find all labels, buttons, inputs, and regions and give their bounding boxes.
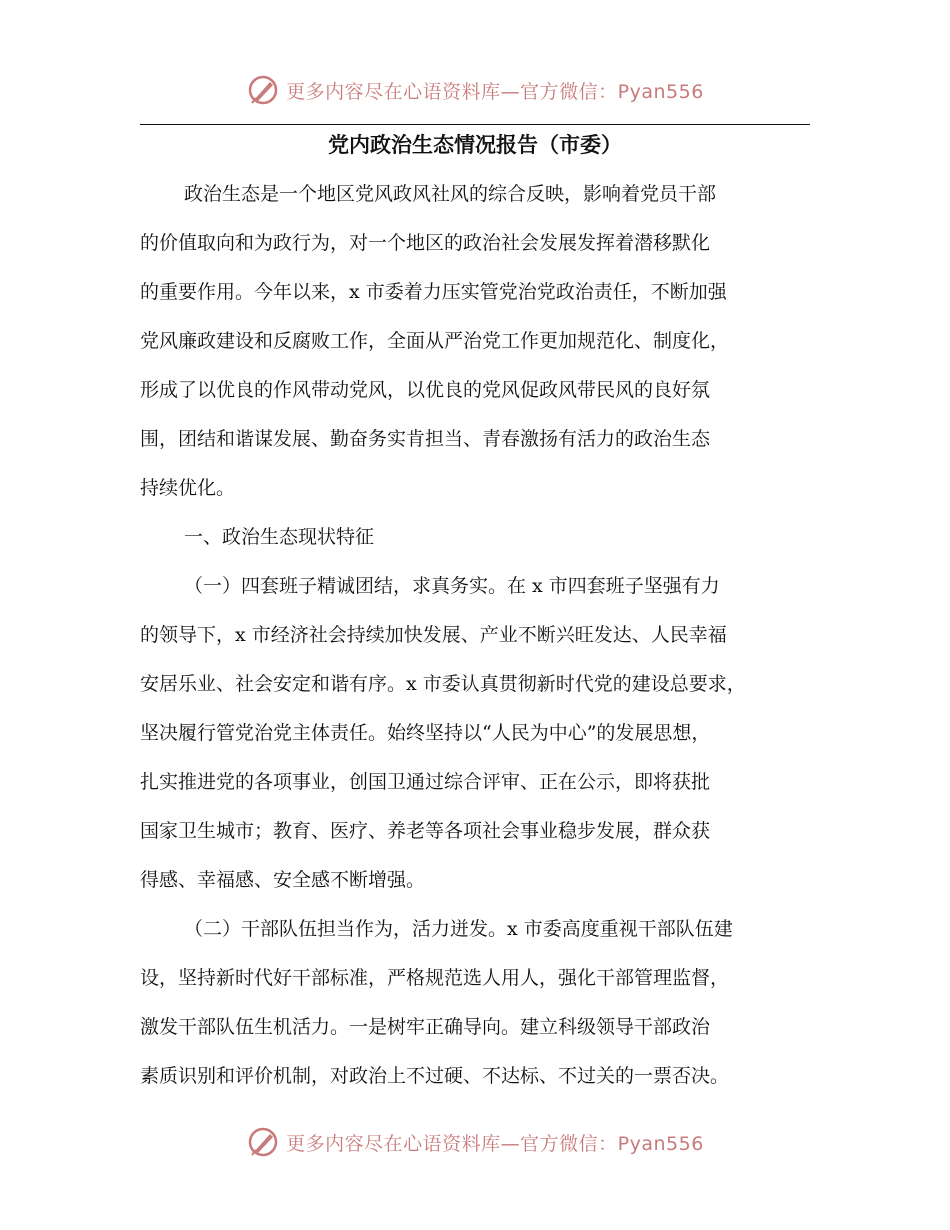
- document-title: 党内政治生态情况报告（市委）: [328, 133, 622, 157]
- paragraph-line: 的价值取向和为政行为，对一个地区的政治社会发展发挥着潜移默化: [140, 232, 711, 254]
- quill-pen-logo-icon: [246, 1125, 280, 1159]
- wechat-id: Pyan556: [617, 1132, 704, 1155]
- paragraph-line: 的重要作用。今年以来，x 市委着力压实管党治党政治责任，不断加强: [140, 281, 727, 303]
- document-body: [140, 170, 810, 1101]
- paragraph-line: 激发干部队伍生机活力。一是树牢正确导向。建立科级领导干部政治: [140, 1016, 711, 1038]
- paragraph-line: （一）四套班子精诚团结，求真务实。在 x 市四套班子坚强有力: [184, 575, 720, 597]
- paragraph-line: 安居乐业、社会安定和谐有序。x 市委认真贯彻新时代党的建设总要求，: [140, 673, 746, 695]
- wechat-id: Pyan556: [617, 80, 704, 103]
- section-heading: 一、政治生态现状特征: [184, 526, 375, 548]
- header-watermark: [0, 70, 950, 110]
- paragraph-line: 国家卫生城市；教育、医疗、养老等各项社会事业稳步发展，群众获: [140, 820, 711, 842]
- header-divider: [140, 124, 810, 125]
- paragraph-line: 形成了以优良的作风带动党风，以优良的党风促政风带民风的良好氛: [140, 379, 711, 401]
- quill-pen-logo-icon: [246, 73, 280, 107]
- paragraph-line: 围，团结和谐谋发展、勤奋务实肯担当、青春激扬有活力的政治生态: [140, 428, 711, 450]
- paragraph-line: 坚决履行管党治党主体责任。始终坚持以“人民为中心”的发展思想，: [140, 722, 711, 744]
- paragraph-line: （二）干部队伍担当作为，活力迸发。x 市委高度重视干部队伍建: [184, 918, 733, 940]
- paragraph-line: 设，坚持新时代好干部标准，严格规范选人用人，强化干部管理监督，: [140, 967, 730, 989]
- paragraph-line: 得感、幸福感、安全感不断增强。: [140, 869, 426, 891]
- paragraph-line: 政治生态是一个地区党风政风社风的综合反映，影响着党员干部: [184, 183, 717, 205]
- watermark-text: 更多内容尽在心语资料库—官方微信：Pyan556: [286, 80, 704, 103]
- watermark-text: 更多内容尽在心语资料库—官方微信：Pyan556: [286, 1132, 704, 1155]
- paragraph-line: 的领导下，x 市经济社会持续加快发展、产业不断兴旺发达、人民幸福: [140, 624, 727, 646]
- paragraph-line: 素质识别和评价机制，对政治上不过硬、不达标、不过关的一票否决。: [140, 1065, 730, 1087]
- paragraph-line: 持续优化。: [140, 477, 236, 499]
- paragraph-line: 扎实推进党的各项事业，创国卫通过综合评审、正在公示，即将获批: [140, 771, 711, 793]
- paragraph-line: 党风廉政建设和反腐败工作，全面从严治党工作更加规范化、制度化，: [140, 330, 730, 352]
- footer-watermark: [0, 1122, 950, 1162]
